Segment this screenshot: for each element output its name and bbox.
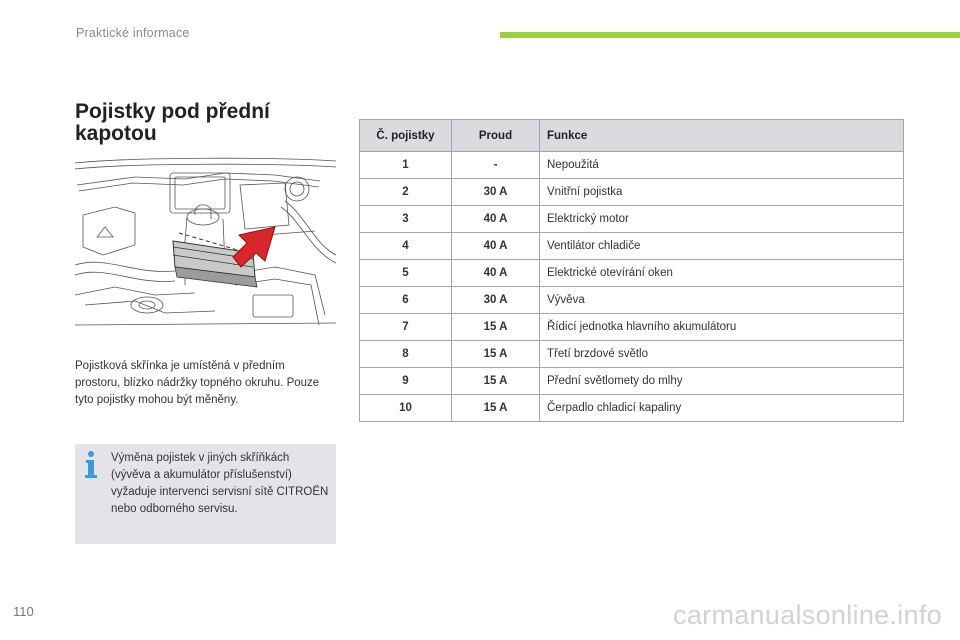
table-row [360,368,904,395]
fuse-number-cell: 8 [360,341,452,368]
page-title: Pojistky pod přední kapotou [75,100,270,145]
info-text: Výměna pojistek v jiných skříňkách (vývěva a akumulátor příslušenství) vyžaduje intervenci servisní sítě CITROËN nebo odborného servisu. [111,452,329,515]
header-accent-bar [500,32,960,38]
function-cell: Vnitřní pojistka [540,179,904,206]
column-header-fuse-number: Č. pojistky [360,120,452,152]
current-cell: 15 A [452,368,540,395]
current-cell: - [452,152,540,179]
fuse-table [359,119,904,422]
fuse-number-cell: 9 [360,368,452,395]
function-cell: Vývěva [540,287,904,314]
fuse-number-cell: 2 [360,179,452,206]
table-row [360,206,904,233]
header-section-title: Praktické informace [76,26,190,40]
function-cell: Řídicí jednotka hlavního akumulátoru [540,314,904,341]
fuse-number-cell: 4 [360,233,452,260]
fuse-number-cell: 3 [360,206,452,233]
current-cell: 15 A [452,341,540,368]
table-row [360,341,904,368]
info-box [75,444,336,544]
current-cell: 30 A [452,179,540,206]
function-cell: Třetí brzdové světlo [540,341,904,368]
column-header-current: Proud [452,120,540,152]
function-cell: Elektrické otevírání oken [540,260,904,287]
engine-bay-illustration [75,155,336,332]
function-cell: Ventilátor chladiče [540,233,904,260]
function-cell: Nepoužitá [540,152,904,179]
info-icon [84,450,98,480]
table-row [360,314,904,341]
table-row [360,152,904,179]
fuse-number-cell: 1 [360,152,452,179]
function-cell: Přední světlomety do mlhy [540,368,904,395]
fuse-number-cell: 5 [360,260,452,287]
fuse-number-cell: 10 [360,395,452,422]
current-cell: 15 A [452,314,540,341]
column-header-function: Funkce [540,120,904,152]
table-row [360,287,904,314]
table-header-row [360,120,904,152]
body-text: Pojistková skřínka je umístěná v předním prostoru, blízko nádržky topného okruhu. Pouze tyto pojistky mohou být měněny. [75,360,320,406]
current-cell: 40 A [452,206,540,233]
function-cell: Elektrický motor [540,206,904,233]
table-row [360,395,904,422]
current-cell: 15 A [452,395,540,422]
table-row [360,260,904,287]
current-cell: 30 A [452,287,540,314]
page-number: 110 [13,604,34,619]
fuse-number-cell: 6 [360,287,452,314]
table-row [360,233,904,260]
table-row [360,179,904,206]
function-cell: Čerpadlo chladicí kapaliny [540,395,904,422]
current-cell: 40 A [452,233,540,260]
watermark: carmanualsonline.info [673,600,942,630]
current-cell: 40 A [452,260,540,287]
fuse-number-cell: 7 [360,314,452,341]
